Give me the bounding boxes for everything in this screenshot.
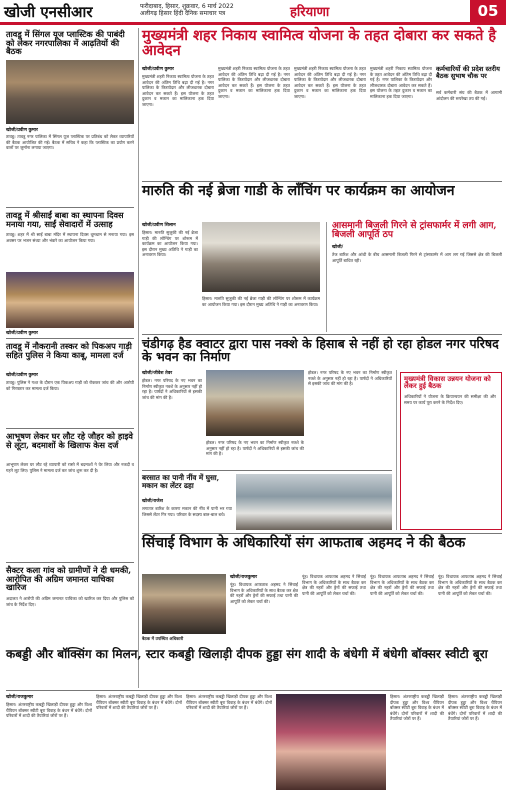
maruti-byline: खोजी/प्रवीण शिलान <box>142 223 176 228</box>
page-number: 05 <box>470 0 506 22</box>
maruti-photo <box>202 222 320 292</box>
irrigation-body-col4: नूंह। विधायक आफताब अहमद ने सिंचाई विभाग के अधिकारियों के साथ बैठक कर क्षेत्र की नहरों और ड्रेनों की सफाई तथा पानी की आपूर्ति को लेकर चर्चा की। <box>438 574 502 596</box>
lead-headline: मुख्यमंत्री शहर निकाय स्वामित्व योजना के तहत दोबारा कर सकते है आवेदन <box>142 27 497 60</box>
kabaddi-body-col4: हिसार। अंतरराष्ट्रीय कबड्डी खिलाड़ी दीपक हुड्डा और विश्व चैंपियन बॉक्सर स्वीटी बूरा विवाह के बंधन में बंधेंगे। दोनों परिवारों में शादी की तैयारियां जोरों पर हैं। <box>390 694 444 722</box>
shrisai-headline: तावडू में श्रीसाईं बाबा का स्थापना दिवस मनाया गया, साईं सेवादारों में उत्साह <box>6 210 124 229</box>
sidebar-headline: मुख्यमंत्री विकास उन्नयन योजना को लेकर हुई बैठक <box>404 375 491 391</box>
divider <box>142 181 502 182</box>
lead-body-col3: मुख्यमंत्री शहरी निकाय स्वामित्व योजना के तहत आवेदन की अंतिम तिथि बढ़ा दी गई है। नगर पालिका के किरायेदार और लीजधारक दोबारा आवेदन कर सकते हैं। इस योजना के तहत दुकान व मकान का मालिकाना हक दिया जाएगा। <box>294 66 366 99</box>
sector-kala-headline: सैक्टर कला गांव को ग्रामीणों ने दी धमकी, आरोपित की अग्रिम जमानत याचिका खारिज <box>6 565 132 593</box>
shrisai-byline: खोजी/प्रवीण कुमार <box>6 331 38 336</box>
kabaddi-byline: खोजी/राजकुमार <box>6 695 34 700</box>
kabaddi-body-col5: हिसार। अंतरराष्ट्रीय कबड्डी खिलाड़ी दीपक हुड्डा और विश्व चैंपियन बॉक्सर स्वीटी बूरा विवाह के बंधन में बंधेंगे। दोनों परिवारों में शादी की तैयारियां जोरों पर हैं। <box>448 694 502 722</box>
loot-body: आभूषण लेकर घर लौट रहे व्यापारी को रास्ते में बदमाशों ने घेर लिया और नकदी व गहने लूट लिए। पुलिस ने मामला दर्ज कर जांच शुरू कर दी है। <box>6 462 134 473</box>
lead-body-col1: मुख्यमंत्री शहरी निकाय स्वामित्व योजना के तहत आवेदन की अंतिम तिथि बढ़ा दी गई है। नगर पालिका के किरायेदार और लीजधारक दोबारा आवेदन कर सकते हैं। इस योजना के तहत दुकान व मकान का मालिकाना हक दिया जाएगा। <box>142 74 214 107</box>
dateline <box>140 3 250 17</box>
subhash-body: सर्व कर्मचारी संघ की बैठक में आगामी आंदोलन की रूपरेखा तय की गई। <box>436 90 502 101</box>
lead-byline: खोजी/प्रवीण कुमार <box>142 67 174 72</box>
column-rule <box>396 370 397 530</box>
lead-body-col2: मुख्यमंत्री शहरी निकाय स्वामित्व योजना के तहत आवेदन की अंतिम तिथि बढ़ा दी गई है। नगर पालिका के किरायेदार और लीजधारक दोबारा आवेदन कर सकते हैं। इस योजना के तहत दुकान व मकान का मालिकाना हक दिया जाएगा। <box>218 66 290 99</box>
tavdu-plastic-body: तावडू। तावडू नगर पालिका में सिंगल यूज प्लास्टिक पर प्रतिबंध को लेकर व्यापारियों की बैठक आयोजित की गई। बैठक में सचिव ने कहा कि प्लास्टिक का प्रयोग करने वालों पर जुर्माना लगाया जाएगा। <box>6 134 134 151</box>
divider <box>6 428 134 429</box>
column-rule <box>326 222 327 332</box>
divider <box>142 334 502 335</box>
irrigation-meeting-photo <box>142 574 226 634</box>
maruti-headline: मारुति की नई ब्रेजा गाडी के लॉंचिंग पर कार्यक्रम का आयोजन <box>142 183 455 199</box>
loot-headline: आभूषण लेकर घर लौट रहे जौहर को हाइवे से लूटा, बदमाशों के खिलाफ केस दर्ज <box>6 431 133 450</box>
dateline-line-1: फरीदाबाद, हिसार, शुक्रवार, 6 मार्च 2022 <box>140 3 234 10</box>
divider <box>142 533 502 534</box>
chandigarh-body-col3: होडल। नगर परिषद के नए भवन का निर्माण स्वीकृत नक्शे के अनुसार नहीं हो रहा है। पार्षदों ने अधिकारियों से इसकी जांच की मांग की है। <box>308 370 392 387</box>
chandigarh-body-col2: होडल। नगर परिषद के नए भवन का निर्माण स्वीकृत नक्शे के अनुसार नहीं हो रहा है। पार्षदों ने अधिकारियों से इसकी जांच की मांग की है। <box>206 440 304 457</box>
crime-headline: तावडू में नौकरानी तस्कर को पिकअप गाड़ी सहित पुलिस ने किया काबू, मामला दर्ज <box>6 341 132 360</box>
newspaper-brand: खोजी एनसीआर <box>4 3 93 21</box>
crime-byline: खोजी/प्रवीण कुमार <box>6 373 38 378</box>
divider <box>6 338 134 339</box>
irrigation-body-col2: नूंह। विधायक आफताब अहमद ने सिंचाई विभाग के अधिकारियों के साथ बैठक कर क्षेत्र की नहरों और ड्रेनों की सफाई तथा पानी की आपूर्ति को लेकर चर्चा की। <box>302 574 366 596</box>
divider <box>6 562 134 563</box>
sector-kala-body: अदालत ने आरोपी की अग्रिम जमानत याचिका को खारिज कर दिया और पुलिस को जांच के निर्देश दिए। <box>6 596 134 607</box>
divider <box>142 470 392 471</box>
transformer-byline: खोजी/ <box>332 245 344 250</box>
tavdu-plastic-byline: खोजी/प्रवीण कुमार <box>6 128 38 133</box>
chandigarh-body-col1: होडल। नगर परिषद के नए भवन का निर्माण स्वीकृत नक्शे के अनुसार नहीं हो रहा है। पार्षदों ने अधिकारियों से इसकी जांच की मांग की है। <box>142 378 202 400</box>
kabaddi-body-col3: हिसार। अंतरराष्ट्रीय कबड्डी खिलाड़ी दीपक हुड्डा और विश्व चैंपियन बॉक्सर स्वीटी बूरा विवाह के बंधन में बंधेंगे। दोनों परिवारों में शादी की तैयारियां जोरों पर हैं। <box>186 694 272 711</box>
shrisai-body: तावडू। शहर में श्री साईं बाबा मंदिर में स्थापना दिवस धूमधाम से मनाया गया। इस अवसर पर भजन संध्या और भंडारे का आयोजन किया गया। <box>6 232 134 243</box>
maruti-body: हिसार। मारुति सुजुकी की नई ब्रेजा गाड़ी की लॉन्चिंग पर शोरूम में कार्यक्रम का आयोजन किया गया। इस दौरान मुख्य अतिथि ने गाड़ी का अनावरण किया। <box>142 230 198 258</box>
crime-body: तावडू। पुलिस ने गश्त के दौरान एक पिकअप गाड़ी को रोककर जांच की और आरोपी को गिरफ्तार कर मामला दर्ज किया। <box>6 380 134 391</box>
tavdu-plastic-headline: तावडू में सिंगल यूज प्लास्टिक की पाबंदी को लेकर नगरपालिका में आढ़तियों की बैठक <box>6 29 125 57</box>
kabaddi-body-col1: हिसार। अंतरराष्ट्रीय कबड्डी खिलाड़ी दीपक हुड्डा और विश्व चैंपियन बॉक्सर स्वीटी बूरा विवाह के बंधन में बंधेंगे। दोनों परिवारों में शादी की तैयारियां जोरों पर हैं। <box>6 702 92 719</box>
irrigation-photo-caption: बैठक में उपस्थित अधिकारी <box>142 636 184 641</box>
irrigation-headline: सिंचाई विभाग के अधिकारियों संग आफताब अहमद ने की बैठक <box>142 535 466 551</box>
chandigarh-photo <box>206 370 304 436</box>
transformer-body: तेज बारिश और आंधी के बीच आसमानी बिजली गिरने से ट्रांसफार्मर में आग लग गई जिससे क्षेत्र की बिजली आपूर्ति बाधित रही। <box>332 252 502 263</box>
chandigarh-byline: खोजी/जीवेश तेवर <box>142 371 173 376</box>
hospital-body: लगातार बारिश के कारण मकान की नींव में पानी भर गया जिससे लेंटर गिर गया। परिवार के सदस्य बाल-बाल बचे। <box>142 506 232 517</box>
shrisai-photo <box>6 272 134 328</box>
hospital-byline: खोजी/राजेश <box>142 499 163 504</box>
irrigation-body-col3: नूंह। विधायक आफताब अहमद ने सिंचाई विभाग के अधिकारियों के साथ बैठक कर क्षेत्र की नहरों और ड्रेनों की सफाई तथा पानी की आपूर्ति को लेकर चर्चा की। <box>370 574 434 596</box>
kabaddi-photo-caption: दीपक हुड्डा व स्वीटी बूरा <box>276 791 313 796</box>
subhash-headline: कर्मचारियों की प्रदेश स्तरीय बैठक सुभाष चौक पर <box>436 65 500 80</box>
kabaddi-headline: कबड्डी और बॉक्सिंग का मिलन, स्टार कबड्डी खिलाड़ी दीपक हुड्डा संग शादी के बंधेगी में बंधेगी बॉक्सर स्वीटी बूरा <box>6 647 488 661</box>
irrigation-byline: खोजी/राजकुमार <box>230 575 258 580</box>
hospital-photo <box>236 474 392 530</box>
section-title: हरियाणा <box>290 5 330 20</box>
column-rule <box>138 28 139 688</box>
lead-body-col4: मुख्यमंत्री शहरी निकाय स्वामित्व योजना के तहत आवेदन की अंतिम तिथि बढ़ा दी गई है। नगर पालिका के किरायेदार और लीजधारक दोबारा आवेदन कर सकते हैं। इस योजना के तहत दुकान व मकान का मालिकाना हक दिया जाएगा। <box>370 66 432 99</box>
chandigarh-headline: चंडीगढ़ हैड क्वाटर द्वारा पास नक्शे के हिसाब से नहीं हो रहा होडल नगर परिषद के भवन का निर्माण <box>142 336 499 365</box>
divider <box>6 690 502 691</box>
divider <box>6 207 134 208</box>
kabaddi-body-col2: हिसार। अंतरराष्ट्रीय कबड्डी खिलाड़ी दीपक हुड्डा और विश्व चैंपियन बॉक्सर स्वीटी बूरा विवाह के बंधन में बंधेंगे। दोनों परिवारों में शादी की तैयारियां जोरों पर हैं। <box>96 694 182 711</box>
transformer-headline: आसमानी बिजली गिरने से ट्रांसफार्मर में लगी आग, बिजली आपूर्ति ठप <box>332 221 497 241</box>
hospital-headline: बरसात का पानी नींव में घुसा, मकान का लेंटर ढहा <box>142 473 220 490</box>
sidebar-body: अधिकारियों ने योजना के क्रियान्वयन की समीक्षा की और समय पर कार्य पूरा करने के निर्देश दिए। <box>404 394 496 405</box>
kabaddi-couple-photo <box>276 694 386 790</box>
tavdu-meeting-photo <box>6 60 134 124</box>
maruti-body-2: हिसार। मारुति सुजुकी की नई ब्रेजा गाड़ी की लॉन्चिंग पर शोरूम में कार्यक्रम का आयोजन किया गया। इस दौरान मुख्य अतिथि ने गाड़ी का अनावरण किया। <box>202 296 320 307</box>
irrigation-body-col1: नूंह। विधायक आफताब अहमद ने सिंचाई विभाग के अधिकारियों के साथ बैठक कर क्षेत्र की नहरों और ड्रेनों की सफाई तथा पानी की आपूर्ति को लेकर चर्चा की। <box>230 582 298 604</box>
dateline-line-2: अलीगढ़ हिसार हिंदी दैनिक समाचार पत्र <box>140 10 226 17</box>
